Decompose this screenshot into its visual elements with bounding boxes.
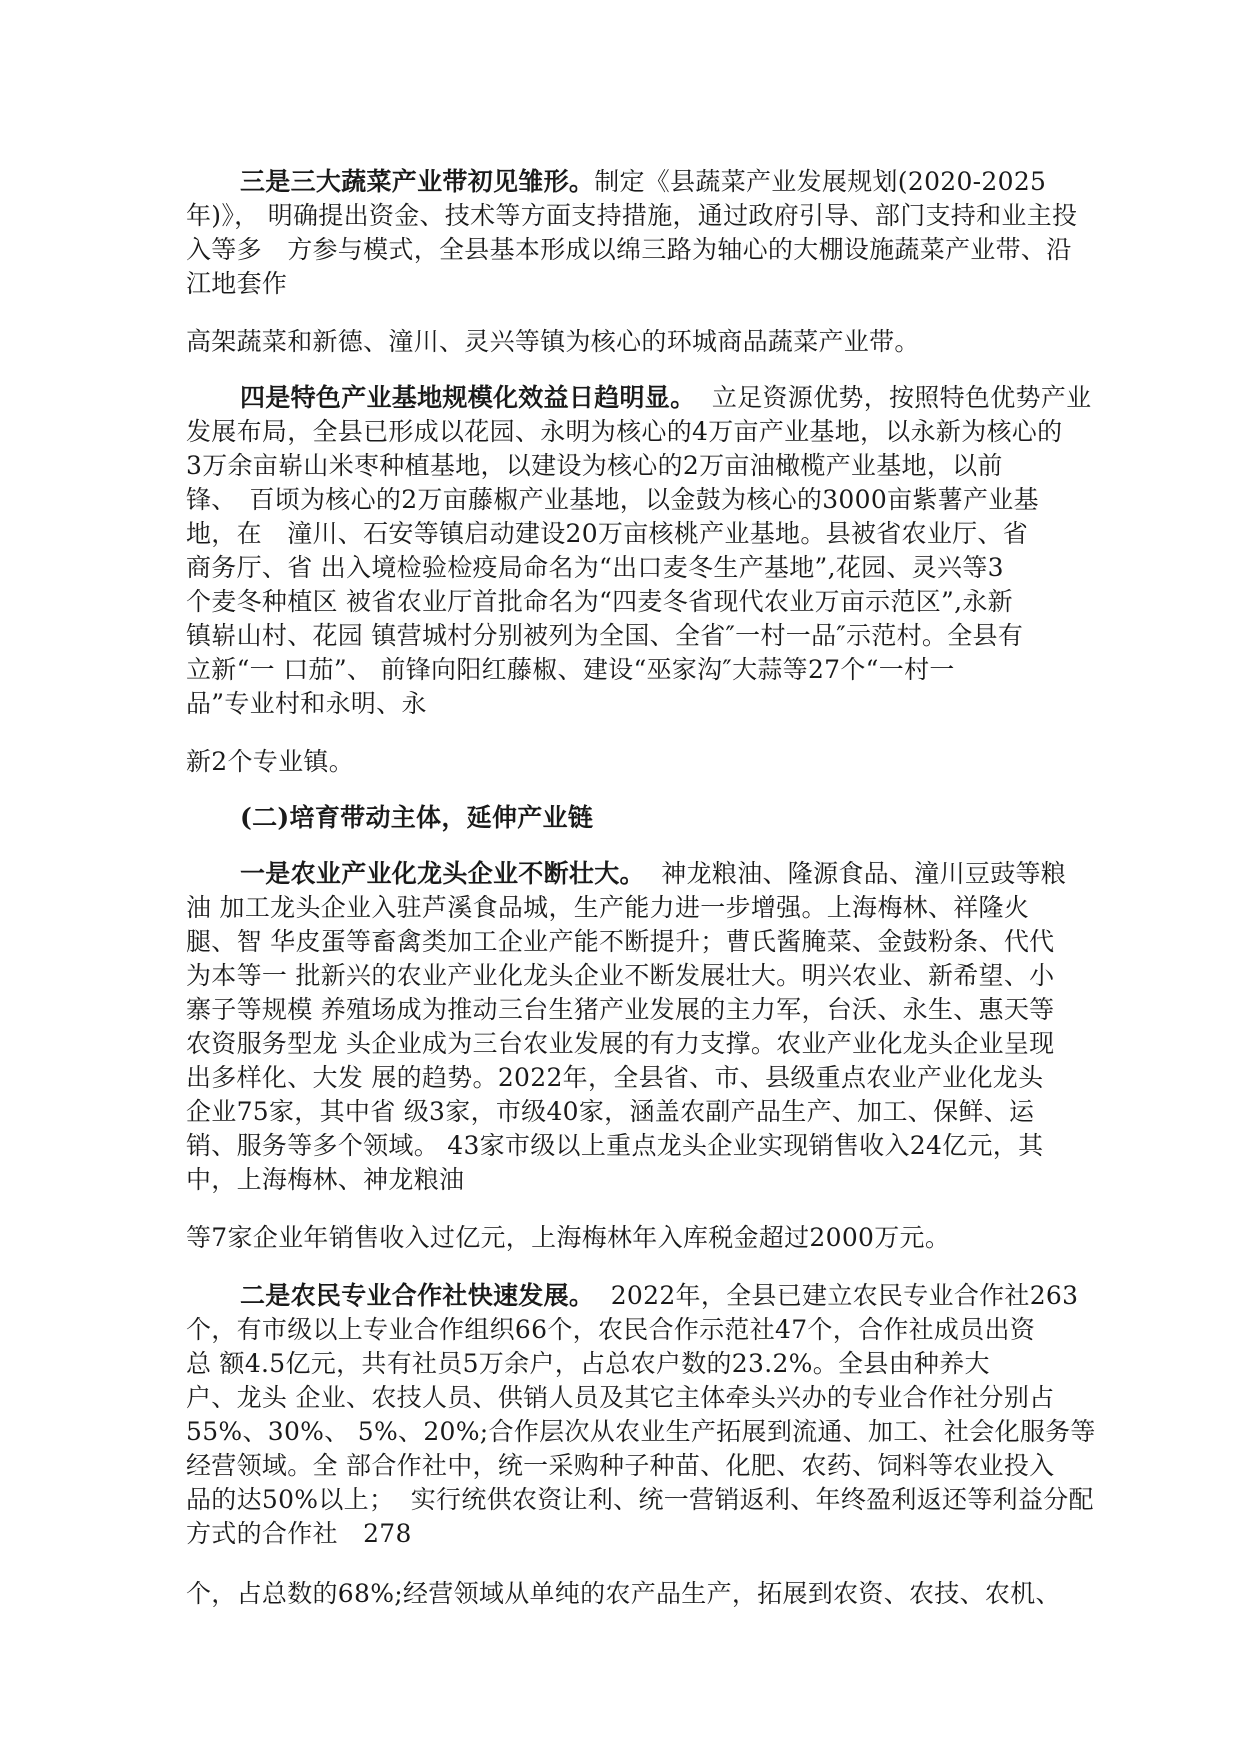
paragraph-3-line-1 <box>240 381 1091 415</box>
paragraph-5-line-8: 企业75家，其中省 级3家，市级40家，涵盖农副产品生产、加工、保鲜、运 <box>186 1097 1035 1126</box>
paragraph-1-lead: 三是三大蔬菜产业带初见雏形。 <box>240 167 595 196</box>
paragraph-3-line-2: 发展布局，全县已形成以花园、永明为核心的4万亩产业基地，以永新为核心的 <box>186 417 1063 446</box>
paragraph-3-line-4: 锋、 百顷为核心的2万亩藤椒产业基地，以金鼓为核心的3000亩紫薯产业基 <box>186 485 1039 514</box>
paragraph-3-text: 立足资源优势，按照特色优势产业 <box>695 383 1092 412</box>
paragraph-1-line-3: 入等多 方参与模式，全县基本形成以绵三路为轴心的大棚设施蔬菜产业带、沿 <box>186 235 1072 264</box>
paragraph-7-line-4: 户、龙头 企业、农技人员、供销人员及其它主体牵头兴办的专业合作社分别占 <box>186 1383 1055 1412</box>
paragraph-3-line-8: 镇崭山村、花园 镇营城村分别被列为全国、全省″一村一品″示范村。全县有 <box>186 621 1024 650</box>
paragraph-1-line-4: 江地套作 <box>186 269 288 298</box>
paragraph-5-text: 神龙粮油、隆源食品、潼川豆豉等粮 <box>644 859 1067 888</box>
paragraph-5-line-6: 农资服务型龙 头企业成为三台农业发展的有力支撑。农业产业化龙头企业呈现 <box>186 1029 1055 1058</box>
paragraph-5-line-9: 销、服务等多个领域。 43家市级以上重点龙头企业实现销售收入24亿元，其 <box>186 1131 1044 1160</box>
paragraph-2-line-1: 高架蔬菜和新德、潼川、灵兴等镇为核心的环城商品蔬菜产业带。 <box>186 327 920 356</box>
section-heading: (二)培育带动主体，延伸产业链 <box>240 803 594 832</box>
paragraph-3-line-9: 立新“一 口茄”、 前锋向阳红藤椒、建设“巫家沟″大蒜等27个“一村一 <box>186 655 955 684</box>
paragraph-5-line-7: 出多样化、大发 展的趋势。2022年，全县省、市、县级重点农业产业化龙头 <box>186 1063 1044 1092</box>
paragraph-7-line-3: 总 额4.5亿元，共有社员5万余户，占总农户数的23.2%。全县由种养大 <box>186 1349 990 1378</box>
paragraph-7-line-8: 方式的合作社 278 <box>186 1519 412 1548</box>
paragraph-3-line-7: 个麦冬种植区 被省农业厅首批命名为“四麦冬省现代农业万亩示范区”,永新 <box>186 587 1013 616</box>
paragraph-3-line-5: 地，在 潼川、石安等镇启动建设20万亩核桃产业基地。县被省农业厅、省 <box>186 519 1029 548</box>
paragraph-5-line-10: 中，上海梅林、神龙粮油 <box>186 1165 465 1194</box>
paragraph-1-line-2: 年)》， 明确提出资金、技术等方面支持措施，通过政府引导、部门支持和业主投 <box>186 201 1078 230</box>
paragraph-3-line-6: 商务厅、省 出入境检验检疫局命名为“出口麦冬生产基地”,花园、灵兴等3 <box>186 553 1004 582</box>
paragraph-7-text: 2022年，全县已建立农民专业合作社263 <box>594 1281 1079 1310</box>
paragraph-7-line-1 <box>240 1279 1078 1313</box>
paragraph-7-line-7: 品的达50%以上； 实行统供农资让利、统一营销返利、年终盈利返还等利益分配 <box>186 1485 1094 1514</box>
paragraph-3-line-10: 品”专业村和永明、永 <box>186 689 427 718</box>
paragraph-8-line-1: 个，占总数的68%;经营领域从单纯的农产品生产，拓展到农资、农技、农机、 <box>186 1579 1061 1608</box>
paragraph-3-lead: 四是特色产业基地规模化效益日趋明显。 <box>240 383 696 412</box>
paragraph-1-text: 制定《县蔬菜产业发展规划(2020-2025 <box>594 167 1047 196</box>
paragraph-1-line-1 <box>240 165 1046 199</box>
paragraph-7-lead: 二是农民专业合作社快速发展。 <box>240 1281 595 1310</box>
paragraph-5-lead: 一是农业产业化龙头企业不断壮大。 <box>240 859 645 888</box>
paragraph-5-line-1 <box>240 857 1066 891</box>
paragraph-6-line-1: 等7家企业年销售收入过亿元，上海梅林年入库税金超过2000万元。 <box>186 1223 951 1252</box>
paragraph-3-line-3: 3万余亩崭山米枣种植基地，以建设为核心的2万亩油橄榄产业基地，以前 <box>186 451 1003 480</box>
paragraph-7-line-2: 个，有市级以上专业合作组织66个，农民合作示范社47个，合作社成员出资 <box>186 1315 1036 1344</box>
paragraph-5-line-3: 腿、智 华皮蛋等畜禽类加工企业产能不断提升；曹氏酱腌菜、金鼓粉条、代代 <box>186 927 1055 956</box>
paragraph-5-line-4: 为本等一 批新兴的农业产业化龙头企业不断发展壮大。明兴农业、新希望、小 <box>186 961 1055 990</box>
paragraph-7-line-5: 55%、30%、 5%、20%;合作层次从农业生产拓展到流通、加工、社会化服务等 <box>186 1417 1096 1446</box>
paragraph-7-line-6: 经营领域。全 部合作社中，统一采购种子种苗、化肥、农药、饲料等农业投入 <box>186 1451 1055 1480</box>
paragraph-5-line-2: 油 加工龙头企业入驻芦溪食品城，生产能力进一步增强。上海梅林、祥隆火 <box>186 893 1030 922</box>
paragraph-4-line-1: 新2个专业镇。 <box>186 747 355 776</box>
paragraph-5-line-5: 寨子等规模 养殖场成为推动三台生猪产业发展的主力军，台沃、永生、惠天等 <box>186 995 1055 1024</box>
